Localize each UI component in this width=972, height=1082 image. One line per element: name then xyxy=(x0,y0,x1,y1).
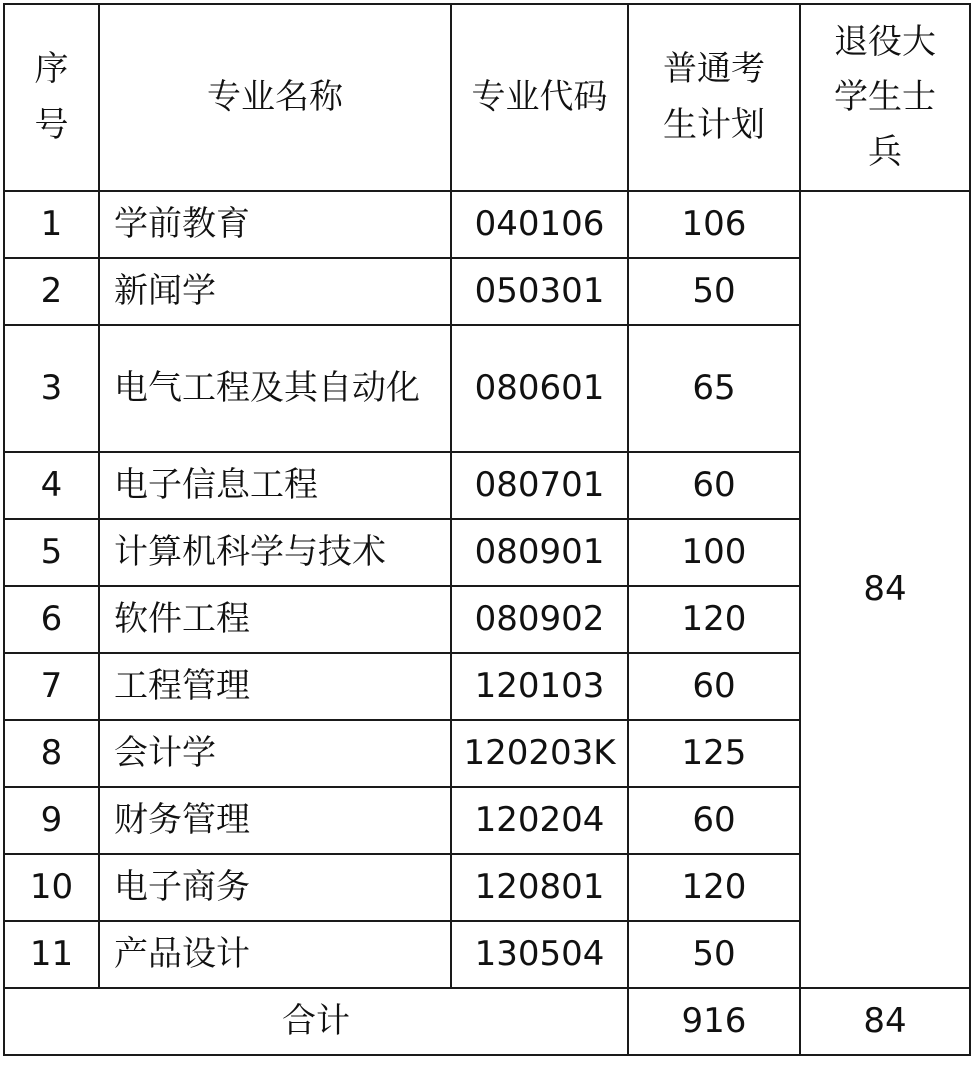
row-index: 10 xyxy=(4,854,99,921)
header-index-line-2: 号 xyxy=(34,104,69,145)
row-major-name: 电气工程及其自动化 xyxy=(99,325,451,452)
row-regular-plan: 60 xyxy=(628,452,800,519)
header-regular-plan xyxy=(628,4,800,191)
row-regular-plan: 106 xyxy=(628,191,800,258)
row-regular-plan: 60 xyxy=(628,653,800,720)
row-index: 6 xyxy=(4,586,99,653)
row-major-name: 产品设计 xyxy=(99,921,451,988)
total-regular: 916 xyxy=(628,988,800,1055)
row-major-name: 软件工程 xyxy=(99,586,451,653)
total-label: 合计 xyxy=(4,988,628,1055)
header-veteran-plan xyxy=(800,4,970,191)
row-major-code: 080902 xyxy=(451,586,628,653)
row-major-code: 050301 xyxy=(451,258,628,325)
header-row xyxy=(4,4,970,191)
row-major-name: 工程管理 xyxy=(99,653,451,720)
row-regular-plan: 65 xyxy=(628,325,800,452)
row-regular-plan: 50 xyxy=(628,258,800,325)
header-major-name: 专业名称 xyxy=(99,4,451,191)
table-row xyxy=(4,191,970,258)
row-regular-plan: 125 xyxy=(628,720,800,787)
row-major-name: 新闻学 xyxy=(99,258,451,325)
header-veteran-line-1: 退役大 xyxy=(834,21,936,62)
row-regular-plan: 120 xyxy=(628,586,800,653)
row-major-code: 080901 xyxy=(451,519,628,586)
row-major-name: 会计学 xyxy=(99,720,451,787)
row-major-name: 学前教育 xyxy=(99,191,451,258)
row-index: 5 xyxy=(4,519,99,586)
row-major-code: 040106 xyxy=(451,191,628,258)
row-index: 3 xyxy=(4,325,99,452)
total-row xyxy=(4,988,970,1055)
row-major-code: 080701 xyxy=(451,452,628,519)
header-veteran-line-3: 兵 xyxy=(868,132,902,173)
header-index xyxy=(4,4,99,191)
row-index: 9 xyxy=(4,787,99,854)
enrollment-plan-table xyxy=(3,3,971,1056)
row-regular-plan: 50 xyxy=(628,921,800,988)
header-veteran-line-2: 学生士 xyxy=(834,76,936,117)
row-index: 4 xyxy=(4,452,99,519)
row-major-code: 080601 xyxy=(451,325,628,452)
header-index-line-1: 序 xyxy=(34,49,69,90)
row-major-code: 120203K xyxy=(451,720,628,787)
header-regular-line-1: 普通考 xyxy=(663,49,765,90)
row-major-code: 120103 xyxy=(451,653,628,720)
row-major-name: 电子信息工程 xyxy=(99,452,451,519)
total-veteran: 84 xyxy=(800,988,970,1055)
row-index: 11 xyxy=(4,921,99,988)
header-regular-line-2: 生计划 xyxy=(663,104,765,145)
row-regular-plan: 100 xyxy=(628,519,800,586)
row-major-code: 130504 xyxy=(451,921,628,988)
row-regular-plan: 60 xyxy=(628,787,800,854)
row-index: 7 xyxy=(4,653,99,720)
row-major-name: 电子商务 xyxy=(99,854,451,921)
row-major-code: 120801 xyxy=(451,854,628,921)
row-index: 2 xyxy=(4,258,99,325)
row-major-name: 计算机科学与技术 xyxy=(99,519,451,586)
header-major-code: 专业代码 xyxy=(451,4,628,191)
row-regular-plan: 120 xyxy=(628,854,800,921)
row-major-code: 120204 xyxy=(451,787,628,854)
row-index: 1 xyxy=(4,191,99,258)
row-index: 8 xyxy=(4,720,99,787)
row-major-name: 财务管理 xyxy=(99,787,451,854)
veteran-plan-merged-cell: 84 xyxy=(800,191,970,988)
